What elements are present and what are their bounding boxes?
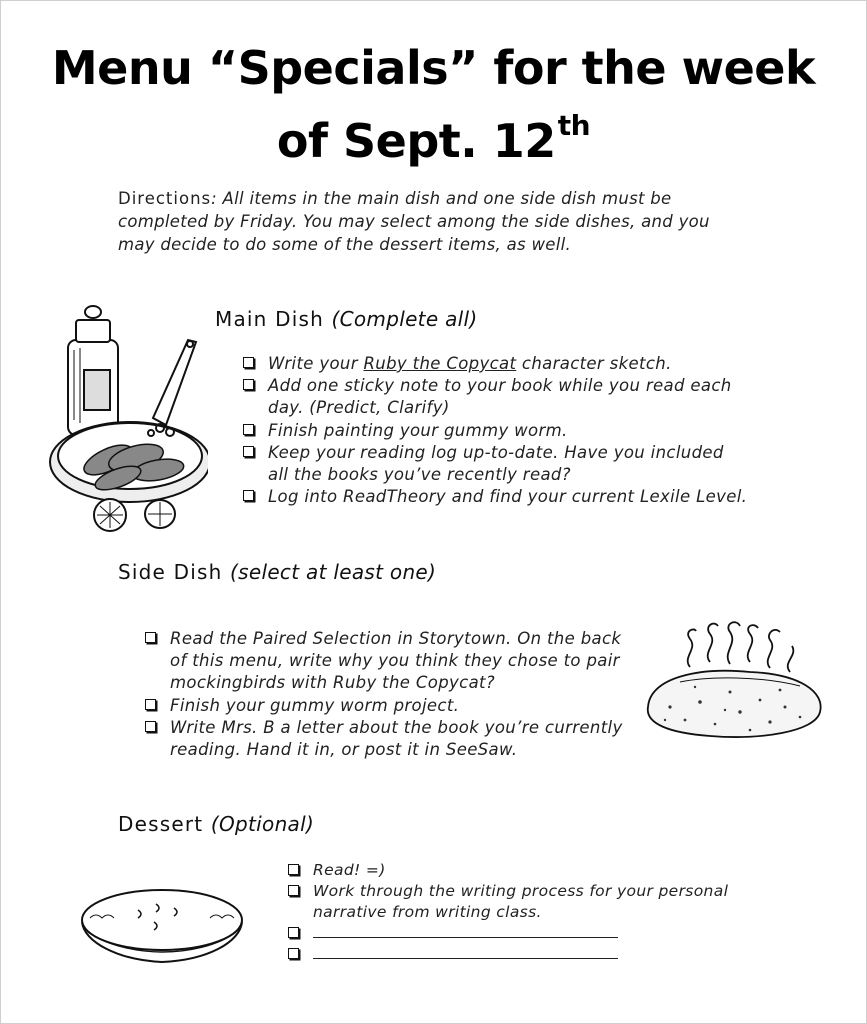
- list-item-continuation: [242, 464, 747, 486]
- directions-line-3: may decide to do some of the dessert items, as well.: [118, 235, 572, 254]
- checkbox[interactable]: [243, 424, 254, 435]
- main-dish-note: (Complete all): [331, 307, 478, 331]
- directions-line-2: completed by Friday. You may select among the side dishes, and you: [118, 212, 710, 231]
- blank-write-in-line[interactable]: [313, 923, 618, 938]
- checkbox[interactable]: [288, 864, 299, 875]
- item-text: of this menu, write why you think they chose to pair: [170, 651, 620, 671]
- side-dish-title: Side Dish: [118, 560, 223, 584]
- list-item: [144, 695, 623, 717]
- page-title: [0, 40, 867, 96]
- list-item: [287, 881, 728, 902]
- item-text: Read the Paired Selection in Storytown. On the back: [170, 629, 622, 648]
- checkbox[interactable]: [145, 632, 156, 643]
- item-text: all the books you’ve recently read?: [268, 465, 571, 485]
- item-text: Log into ReadTheory and find your current Lexile Level.: [268, 487, 748, 507]
- list-item: [242, 420, 747, 442]
- checkbox[interactable]: [243, 379, 254, 390]
- list-item-blank: [287, 944, 728, 965]
- side-dish-checklist: [144, 628, 623, 761]
- baked-potato-icon: [640, 612, 830, 747]
- item-text-post: character sketch.: [516, 354, 672, 373]
- item-text-pre: Write your: [268, 354, 364, 373]
- list-item: [287, 860, 728, 881]
- directions-label: Directions: [118, 189, 212, 208]
- list-item: [144, 628, 623, 650]
- item-text: Keep your reading log up-to-date. Have you included: [268, 442, 724, 462]
- item-text: Write Mrs. B a letter about the book you’re currently: [170, 717, 623, 737]
- item-text: Add one sticky note to your book while you read each: [268, 376, 732, 396]
- list-item-continuation: [242, 397, 747, 419]
- directions-line-1: [118, 188, 672, 211]
- list-item-continuation: [144, 650, 623, 672]
- title-line-2: of Sept. 12: [276, 114, 556, 168]
- side-dish-note: (select at least one): [230, 560, 437, 584]
- main-dish-title: Main Dish: [215, 307, 324, 331]
- checkbox[interactable]: [288, 885, 299, 896]
- checkbox[interactable]: [243, 490, 254, 501]
- list-item-continuation: [144, 739, 623, 761]
- checkbox[interactable]: [145, 699, 156, 710]
- item-text: Read! =): [313, 861, 386, 879]
- checkbox[interactable]: [288, 927, 299, 938]
- item-text: narrative from writing class.: [313, 903, 542, 921]
- item-text: day. (Predict, Clarify): [268, 398, 450, 418]
- item-text: Finish your gummy worm project.: [170, 695, 460, 715]
- list-item: [242, 442, 747, 464]
- dessert-note: (Optional): [210, 812, 315, 836]
- item-text: mockingbirds with Ruby the Copycat?: [170, 673, 495, 693]
- side-dish-heading: [118, 560, 436, 584]
- checkbox[interactable]: [243, 446, 254, 457]
- list-item: [242, 353, 747, 375]
- page-title-date: [0, 98, 867, 169]
- dessert-checklist: [287, 860, 728, 965]
- directions-text-1: : All items in the main dish and one side dish must be: [211, 189, 672, 208]
- list-item-blank: [287, 923, 728, 944]
- item-text: reading. Hand it in, or post it in SeeSaw.: [170, 740, 518, 760]
- list-item: [242, 375, 747, 397]
- main-dish-checklist: [242, 353, 747, 508]
- list-item: [144, 717, 623, 739]
- item-text: Work through the writing process for your personal: [313, 882, 729, 900]
- list-item: [242, 486, 747, 508]
- item-text: Finish painting your gummy worm.: [268, 420, 568, 440]
- checkbox[interactable]: [243, 357, 254, 368]
- main-dish-heading: [215, 307, 477, 331]
- frying-pan-with-sausages-and-bottle-icon: [48, 300, 208, 535]
- book-title-underlined: Ruby the Copycat: [363, 354, 517, 373]
- dessert-heading: [118, 812, 314, 836]
- checkbox[interactable]: [145, 721, 156, 732]
- list-item-continuation: [144, 672, 623, 694]
- title-line-1: Menu “Specials” for the week: [51, 41, 816, 95]
- dessert-title: Dessert: [118, 812, 204, 836]
- list-item-continuation: [287, 902, 728, 923]
- title-date-suffix: th: [557, 109, 591, 142]
- blank-write-in-line[interactable]: [313, 944, 618, 959]
- pie-icon: [78, 880, 246, 972]
- checkbox[interactable]: [288, 948, 299, 959]
